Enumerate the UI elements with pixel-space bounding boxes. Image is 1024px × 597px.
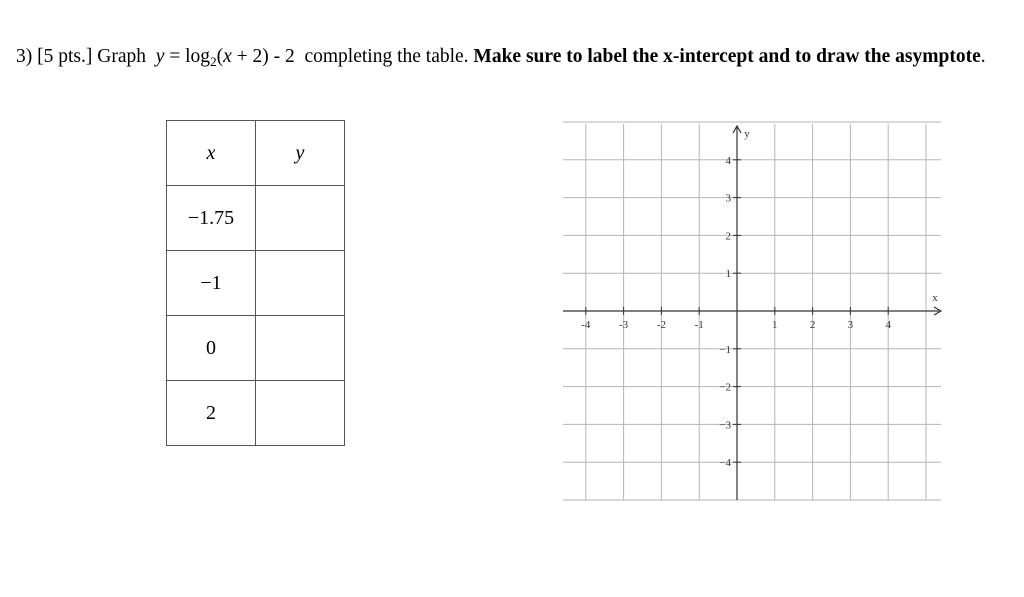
y-tick-label: 3 [725,192,731,205]
equation-var: x [223,46,232,67]
y-tick-label: 2 [725,230,731,243]
x-tick-label: -3 [619,319,629,331]
table-row [167,381,345,446]
question-task: completing the table. [304,46,469,67]
equation-lhs: y [155,46,165,67]
cell-y[interactable] [256,381,345,446]
equation-base: 2 [210,54,217,69]
y-tick-label: 1 [725,268,731,281]
header-x: x [167,121,256,186]
question-emphasis: Make sure to label the x-intercept and to draw the asymptote [473,46,981,67]
x-tick-label: 1 [772,319,778,331]
cell-y[interactable] [256,316,345,381]
cell-x: −1 [167,251,256,316]
question-number: 3) [16,46,33,67]
x-axis-label: x [932,292,938,304]
equation-equals: = [164,46,186,67]
cell-y[interactable] [256,251,345,316]
x-tick-label: -1 [694,319,704,331]
coordinate-plane[interactable] [555,118,955,508]
question-text [16,46,1006,73]
values-table [166,120,345,446]
x-tick-label: 3 [847,319,854,331]
table-row [167,186,345,251]
x-tick-label: -4 [581,319,591,331]
equation-rest: + 2) - 2 [231,46,295,67]
table-row [167,251,345,316]
cell-x: −1.75 [167,186,256,251]
cell-x: 0 [167,316,256,381]
cell-y[interactable] [256,186,345,251]
equation [156,46,295,67]
question-verb: Graph [97,46,146,67]
y-tick-label: −3 [719,419,731,432]
y-tick-label: 4 [725,154,731,167]
tick-labels [581,128,938,469]
y-tick-label: −1 [719,343,731,356]
cell-x: 2 [167,381,256,446]
table-header-row [167,121,345,186]
x-tick-label: 4 [885,319,891,331]
header-y: y [256,121,345,186]
question-points: [5 pts.] [37,46,93,67]
equation-func: log [185,46,211,67]
table-row [167,316,345,381]
x-tick-label: 2 [809,319,816,331]
y-tick-label: −2 [719,381,731,394]
equation-open: ( [216,46,224,67]
question-end: . [980,46,986,67]
axes [563,126,941,500]
x-tick-label: -2 [656,319,666,331]
y-axis-label: y [744,128,750,140]
y-tick-label: −4 [719,457,731,470]
